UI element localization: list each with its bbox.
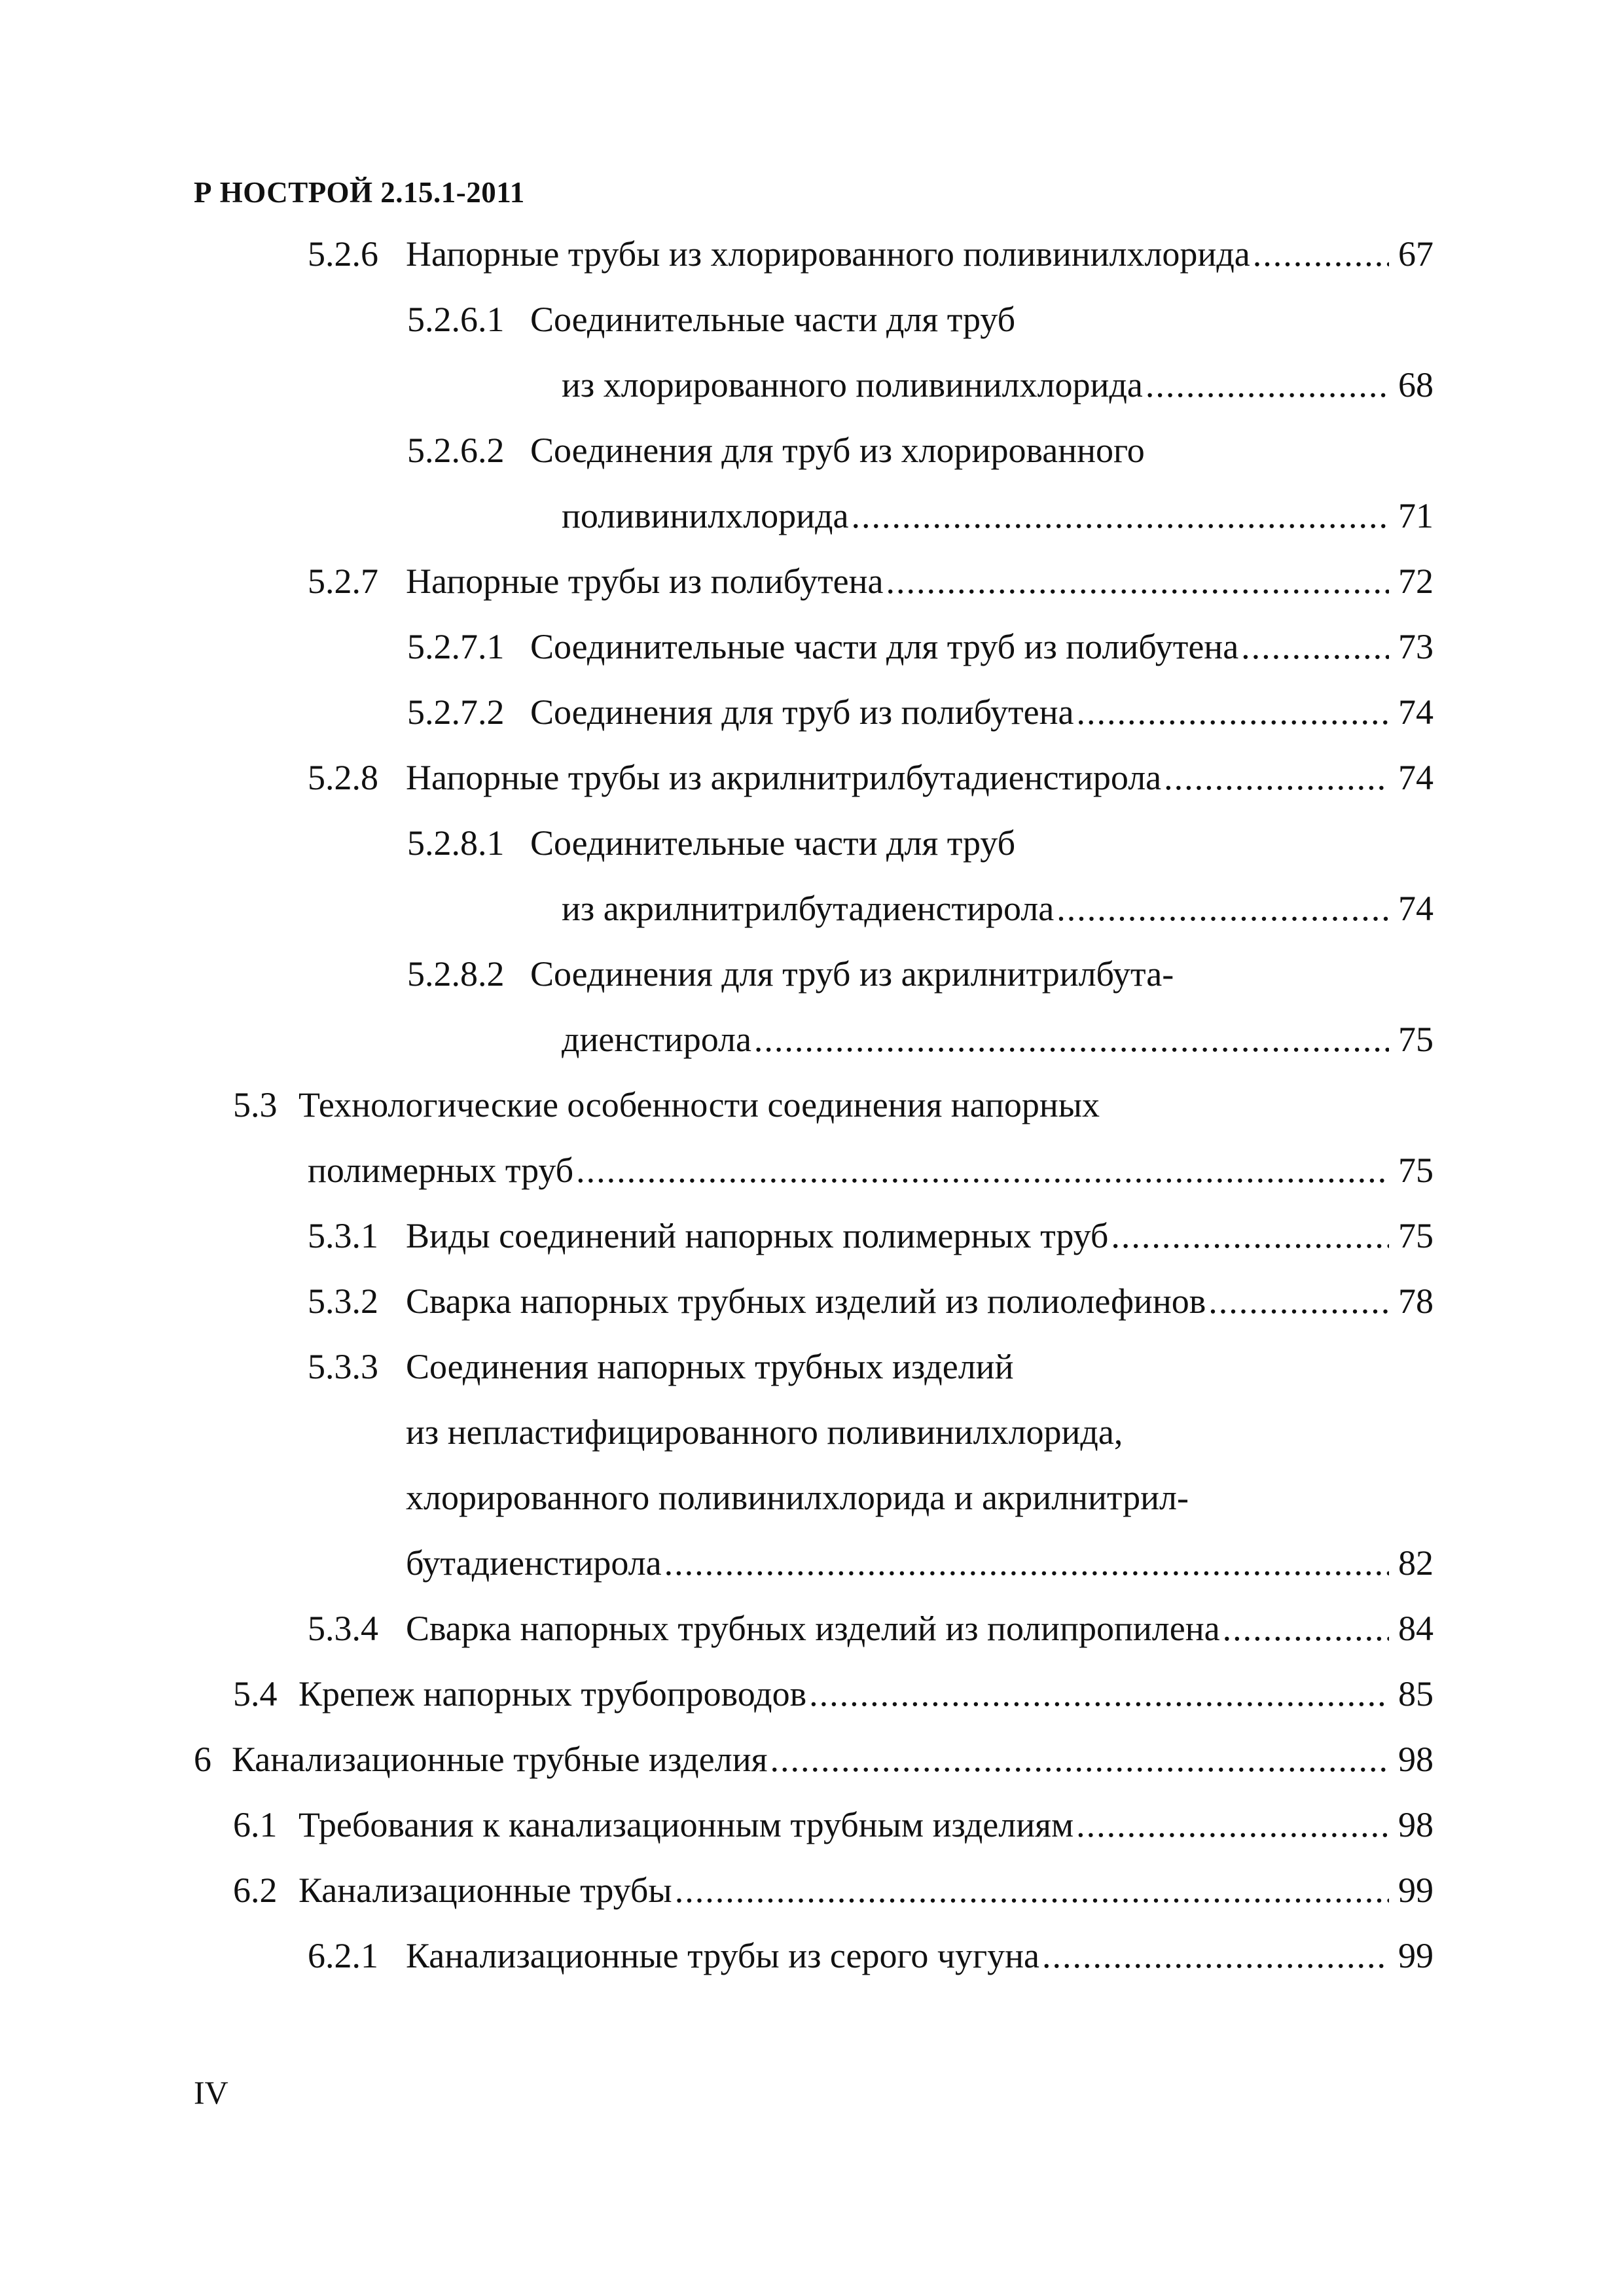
toc-entry-title: Сварка напорных трубных изделий из полипропилена [406, 1609, 1220, 1648]
toc-entry [233, 1857, 1434, 1923]
toc-entry-number: 5.2.6 [308, 234, 378, 274]
toc-entry-page: 72 [1398, 562, 1434, 601]
toc-entry-title: Соединения для труб из полибутена [530, 692, 1074, 732]
toc-entry-page: 85 [1398, 1674, 1434, 1713]
toc-entry-number: 6 [194, 1740, 211, 1779]
toc-entry-continuation [308, 1138, 1434, 1203]
toc-entry-title: Технологические особенности соединения напорных [298, 1085, 1100, 1124]
toc-leader-dots [1146, 352, 1389, 418]
toc-entry-number: 5.3 [233, 1085, 278, 1124]
toc-entry-number: 5.2.8 [308, 758, 378, 797]
toc-entry [233, 1792, 1434, 1857]
toc-leader-dots [1241, 614, 1389, 679]
toc-entry-page: 67 [1398, 234, 1434, 274]
toc-entry-number: 5.3.3 [308, 1347, 378, 1386]
toc-entry-number: 6.2 [233, 1871, 278, 1910]
toc-entry-title: полимерных труб [308, 1151, 574, 1190]
toc-entry-title: из непластифицированного поливинилхлорида, [406, 1412, 1123, 1452]
toc-entry-title: Соединительные части для труб из полибутена [530, 627, 1239, 666]
toc-entry-title: Сварка напорных трубных изделий из полиолефинов [406, 1282, 1206, 1321]
toc-entry-number: 5.2.7 [308, 562, 378, 601]
toc-leader-dots [1208, 1268, 1389, 1334]
toc-entry-page: 71 [1398, 496, 1434, 535]
toc-entry-page: 82 [1398, 1543, 1434, 1583]
toc-entry-page: 68 [1398, 365, 1434, 404]
toc-leader-dots [754, 1007, 1389, 1072]
toc-entry [308, 1923, 1434, 1988]
toc-entry-title: Канализационные трубы [298, 1871, 672, 1910]
toc-leader-dots [1111, 1203, 1389, 1268]
toc-entry [194, 1727, 1434, 1792]
toc-entry [407, 287, 1434, 352]
toc-entry [308, 1203, 1434, 1268]
toc-leader-dots [1164, 745, 1389, 810]
page-number: IV [194, 2074, 228, 2111]
toc-entry-title: Соединения напорных трубных изделий [406, 1347, 1014, 1386]
toc-entry-title: Виды соединений напорных полимерных труб [406, 1216, 1109, 1255]
toc-entry-continuation [562, 1007, 1434, 1072]
toc-entry-title: Соединения для труб из хлорированного [530, 431, 1145, 470]
toc-leader-dots [576, 1138, 1389, 1203]
toc-entry-title: Канализационные трубные изделия [232, 1740, 768, 1779]
toc-entry-title: поливинилхлорида [562, 496, 849, 535]
toc-entry [308, 1596, 1434, 1661]
toc-entry-page: 98 [1398, 1805, 1434, 1844]
toc-entry-number: 5.2.7.1 [407, 627, 505, 666]
toc-entry-title: Крепеж напорных трубопроводов [298, 1674, 807, 1713]
toc-entry-title: Канализационные трубы из серого чугуна [406, 1936, 1039, 1975]
toc-entry-page: 75 [1398, 1020, 1434, 1059]
toc-entry-number: 5.2.8.2 [407, 954, 505, 994]
toc-entry-page: 75 [1398, 1151, 1434, 1190]
toc-entry-page: 78 [1398, 1282, 1434, 1321]
toc-entry-page: 74 [1398, 889, 1434, 928]
toc-entry-continuation [406, 1465, 1434, 1530]
toc-entry-number: 5.2.7.2 [407, 692, 505, 732]
toc-entry-title: из хлорированного поливинилхлорида [562, 365, 1143, 404]
toc-entry-continuation [406, 1399, 1434, 1465]
toc-entry-title: Напорные трубы из хлорированного поливинилхлорида [406, 234, 1250, 274]
toc-entry-number: 6.2.1 [308, 1936, 378, 1975]
toc-entry-title: Напорные трубы из полибутена [406, 562, 884, 601]
toc-entry-number: 5.2.6.1 [407, 300, 505, 339]
toc-leader-dots [770, 1727, 1389, 1792]
toc-entry-continuation [562, 352, 1434, 418]
toc-entry-title: бутадиенстирола [406, 1543, 662, 1583]
toc-leader-dots [1253, 221, 1389, 287]
toc-entry-number: 6.1 [233, 1805, 278, 1844]
toc-leader-dots [1056, 876, 1389, 941]
toc-entry [407, 614, 1434, 679]
toc-entry [308, 745, 1434, 810]
toc-entry-number: 5.2.8.1 [407, 823, 505, 863]
toc-entry-page: 99 [1398, 1871, 1434, 1910]
toc-leader-dots [1077, 679, 1390, 745]
toc-entry-number: 5.3.2 [308, 1282, 378, 1321]
toc-entry-page: 84 [1398, 1609, 1434, 1648]
toc-entry [308, 548, 1434, 614]
toc-entry [308, 1334, 1434, 1399]
toc-entry-page: 98 [1398, 1740, 1434, 1779]
toc-entry-title: Соединительные части для труб [530, 300, 1016, 339]
toc-leader-dots [664, 1530, 1389, 1596]
toc-entry-title: Требования к канализационным трубным изделиям [298, 1805, 1074, 1844]
toc-entry-page: 73 [1398, 627, 1434, 666]
toc-entry [407, 679, 1434, 745]
toc-entry-continuation [562, 876, 1434, 941]
toc-leader-dots [1223, 1596, 1389, 1661]
toc-entry-title: Напорные трубы из акрилнитрилбутадиенстирола [406, 758, 1162, 797]
toc-entry-number: 5.3.4 [308, 1609, 378, 1648]
toc-entry-page: 75 [1398, 1216, 1434, 1255]
toc-entry [308, 1268, 1434, 1334]
toc-entry-title: Соединения для труб из акрилнитрилбута- [530, 954, 1174, 994]
toc-entry [308, 221, 1434, 287]
toc-entry [233, 1661, 1434, 1727]
toc-leader-dots [809, 1661, 1389, 1727]
toc-entry-continuation [406, 1530, 1434, 1596]
toc-entry-number: 5.4 [233, 1674, 278, 1713]
document-header: Р НОСТРОЙ 2.15.1-2011 [194, 176, 525, 209]
toc-leader-dots [675, 1857, 1389, 1923]
toc-leader-dots [851, 483, 1389, 548]
toc-leader-dots [1076, 1792, 1389, 1857]
toc-entry-title: диенстирола [562, 1020, 751, 1059]
toc-entry-title: хлорированного поливинилхлорида и акрилнитрил- [406, 1478, 1189, 1517]
toc-leader-dots [1042, 1923, 1389, 1988]
toc-entry-page: 74 [1398, 758, 1434, 797]
toc-entry-continuation [562, 483, 1434, 548]
toc-entry [407, 810, 1434, 876]
toc-entry-page: 74 [1398, 692, 1434, 732]
toc-entry-number: 5.3.1 [308, 1216, 378, 1255]
toc-entry-number: 5.2.6.2 [407, 431, 505, 470]
toc-entry [233, 1072, 1434, 1138]
toc-leader-dots [886, 548, 1389, 614]
toc-entry [407, 418, 1434, 483]
toc-entry-title: Соединительные части для труб [530, 823, 1016, 863]
toc-entry-title: из акрилнитрилбутадиенстирола [562, 889, 1055, 928]
toc-entry [407, 941, 1434, 1007]
toc-entry-page: 99 [1398, 1936, 1434, 1975]
